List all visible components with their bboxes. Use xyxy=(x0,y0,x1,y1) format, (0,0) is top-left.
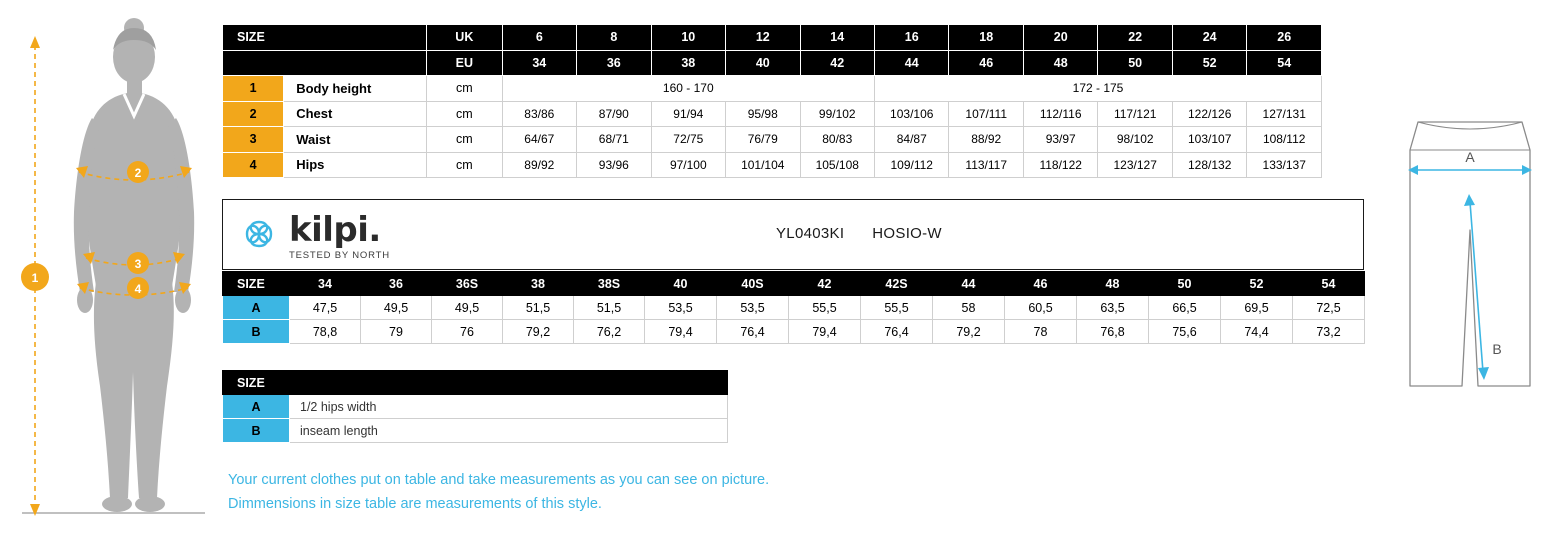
garment-size: 44 xyxy=(933,272,1005,296)
uk-size: 12 xyxy=(726,25,800,51)
garment-size: 36 xyxy=(361,272,432,296)
kilpi-knot-logo-icon xyxy=(237,212,281,261)
b-value: 76,4 xyxy=(861,320,933,344)
hips-value: 123/127 xyxy=(1098,152,1172,178)
legend-code-a: A xyxy=(223,395,290,419)
note-line: Dimmensions in size table are measurements of this style. xyxy=(228,496,602,512)
b-value: 78 xyxy=(1005,320,1077,344)
size-header: SIZE xyxy=(223,25,427,51)
table-row-body-height xyxy=(223,76,1322,102)
pants-label-a: A xyxy=(1465,149,1475,165)
pants-illustration xyxy=(1380,110,1560,400)
brand-product-band xyxy=(222,199,1364,270)
a-value: 49,5 xyxy=(361,296,432,320)
table-row-eu xyxy=(223,50,1322,76)
legend-text-b: inseam length xyxy=(290,419,728,443)
table-row-hips xyxy=(223,152,1322,178)
chest-value: 87/90 xyxy=(577,101,651,127)
hips-value: 105/108 xyxy=(800,152,874,178)
uk-size: 22 xyxy=(1098,25,1172,51)
b-value: 79,2 xyxy=(503,320,574,344)
garment-size: 40 xyxy=(645,272,717,296)
uk-size: 10 xyxy=(651,25,725,51)
body-measurements-table xyxy=(222,24,1322,178)
legend-header-row xyxy=(223,371,728,395)
eu-size: 46 xyxy=(949,50,1023,76)
uk-size: 14 xyxy=(800,25,874,51)
chest-value: 83/86 xyxy=(502,101,576,127)
eu-size: 54 xyxy=(1247,50,1322,76)
legend-header-blank xyxy=(290,371,728,395)
waist-value: 103/107 xyxy=(1172,127,1246,153)
row-number: 4 xyxy=(223,152,284,178)
waist-value: 80/83 xyxy=(800,127,874,153)
row-number: 3 xyxy=(223,127,284,153)
size-header: SIZE xyxy=(223,371,290,395)
eu-size: 40 xyxy=(726,50,800,76)
garment-size: 38 xyxy=(503,272,574,296)
eu-size: 50 xyxy=(1098,50,1172,76)
b-value: 79 xyxy=(361,320,432,344)
garment-size: 40S xyxy=(717,272,789,296)
eu-size: 42 xyxy=(800,50,874,76)
legend-code-b: B xyxy=(223,419,290,443)
b-value: 78,8 xyxy=(290,320,361,344)
waist-value: 72/75 xyxy=(651,127,725,153)
brand-name: kilpi. xyxy=(289,209,381,250)
b-value: 76,4 xyxy=(717,320,789,344)
eu-size: 38 xyxy=(651,50,725,76)
garment-size: 42S xyxy=(861,272,933,296)
legend-text-a: 1/2 hips width xyxy=(290,395,728,419)
chest-value: 127/131 xyxy=(1247,101,1322,127)
row-unit: cm xyxy=(427,127,503,153)
product-code: YL0403KI xyxy=(776,225,845,242)
b-value: 79,4 xyxy=(789,320,861,344)
waist-value: 88/92 xyxy=(949,127,1023,153)
hips-value: 89/92 xyxy=(502,152,576,178)
uk-size: 24 xyxy=(1172,25,1246,51)
eu-size: 52 xyxy=(1172,50,1246,76)
brand-tagline: TESTED BY NORTH xyxy=(289,249,390,261)
table-row-a xyxy=(223,296,1365,320)
a-value: 51,5 xyxy=(574,296,645,320)
hips-value: 113/117 xyxy=(949,152,1023,178)
uk-size: 16 xyxy=(875,25,949,51)
hips-value: 128/132 xyxy=(1172,152,1246,178)
hips-value: 93/96 xyxy=(577,152,651,178)
hips-value: 101/104 xyxy=(726,152,800,178)
waist-value: 64/67 xyxy=(502,127,576,153)
table-row-sizes xyxy=(223,272,1365,296)
chest-value: 112/116 xyxy=(1023,101,1097,127)
garment-size: 48 xyxy=(1077,272,1149,296)
legend-row-a xyxy=(223,395,728,419)
chest-value: 117/121 xyxy=(1098,101,1172,127)
hips-value: 118/122 xyxy=(1023,152,1097,178)
row-label: Chest xyxy=(284,101,427,127)
eu-size: 48 xyxy=(1023,50,1097,76)
b-value: 79,2 xyxy=(933,320,1005,344)
b-value: 76,2 xyxy=(574,320,645,344)
a-value: 63,5 xyxy=(1077,296,1149,320)
uk-size: 6 xyxy=(502,25,576,51)
measure-code-b: B xyxy=(223,320,290,344)
a-value: 51,5 xyxy=(503,296,574,320)
a-value: 66,5 xyxy=(1149,296,1221,320)
garment-measurements-table xyxy=(222,271,1365,344)
eu-size: 44 xyxy=(875,50,949,76)
row-number: 2 xyxy=(223,101,284,127)
body-figure-illustration xyxy=(0,0,222,541)
row-unit: cm xyxy=(427,76,503,102)
svg-text:2: 2 xyxy=(134,166,142,180)
chest-value: 107/111 xyxy=(949,101,1023,127)
a-value: 55,5 xyxy=(789,296,861,320)
hips-value: 133/137 xyxy=(1247,152,1322,178)
row-unit: cm xyxy=(427,152,503,178)
pants-label-b: B xyxy=(1492,341,1502,357)
a-value: 69,5 xyxy=(1221,296,1293,320)
garment-size: 38S xyxy=(574,272,645,296)
notes-block xyxy=(228,468,769,516)
size-header: SIZE xyxy=(223,272,290,296)
b-value: 73,2 xyxy=(1293,320,1365,344)
garment-size: 42 xyxy=(789,272,861,296)
table-row-uk xyxy=(223,25,1322,51)
garment-size: 50 xyxy=(1149,272,1221,296)
waist-value: 98/102 xyxy=(1098,127,1172,153)
waist-value: 108/112 xyxy=(1247,127,1322,153)
spacer-cell xyxy=(223,50,427,76)
product-name: HOSIO-W xyxy=(872,225,942,242)
waist-value: 84/87 xyxy=(875,127,949,153)
garment-size: 54 xyxy=(1293,272,1365,296)
row-number: 1 xyxy=(223,76,284,102)
table-row-b xyxy=(223,320,1365,344)
hips-value: 109/112 xyxy=(875,152,949,178)
row-label: Waist xyxy=(284,127,427,153)
a-value: 49,5 xyxy=(432,296,503,320)
uk-label: UK xyxy=(427,25,503,51)
garment-size: 34 xyxy=(290,272,361,296)
note-line: Your current clothes put on table and take measurements as you can see on picture. xyxy=(228,472,770,488)
a-value: 72,5 xyxy=(1293,296,1365,320)
body-height-range-low: 160 - 170 xyxy=(502,76,874,102)
a-value: 53,5 xyxy=(717,296,789,320)
a-value: 53,5 xyxy=(645,296,717,320)
row-label: Body height xyxy=(284,76,427,102)
chest-value: 91/94 xyxy=(651,101,725,127)
b-value: 74,4 xyxy=(1221,320,1293,344)
hips-value: 97/100 xyxy=(651,152,725,178)
chest-value: 122/126 xyxy=(1172,101,1246,127)
product-info xyxy=(776,225,942,242)
waist-value: 76/79 xyxy=(726,127,800,153)
b-value: 75,6 xyxy=(1149,320,1221,344)
legend-table xyxy=(222,370,728,443)
a-value: 47,5 xyxy=(290,296,361,320)
brand-logo xyxy=(237,209,390,261)
svg-text:1: 1 xyxy=(31,271,39,285)
eu-size: 34 xyxy=(502,50,576,76)
b-value: 76 xyxy=(432,320,503,344)
garment-size: 52 xyxy=(1221,272,1293,296)
waist-value: 68/71 xyxy=(577,127,651,153)
uk-size: 18 xyxy=(949,25,1023,51)
row-label: Hips xyxy=(284,152,427,178)
eu-label: EU xyxy=(427,50,503,76)
a-value: 55,5 xyxy=(861,296,933,320)
chest-value: 95/98 xyxy=(726,101,800,127)
legend-row-b xyxy=(223,419,728,443)
garment-size: 36S xyxy=(432,272,503,296)
row-unit: cm xyxy=(427,101,503,127)
waist-value: 93/97 xyxy=(1023,127,1097,153)
table-row-chest xyxy=(223,101,1322,127)
b-value: 76,8 xyxy=(1077,320,1149,344)
eu-size: 36 xyxy=(577,50,651,76)
uk-size: 20 xyxy=(1023,25,1097,51)
measure-code-a: A xyxy=(223,296,290,320)
table-row-waist xyxy=(223,127,1322,153)
a-value: 60,5 xyxy=(1005,296,1077,320)
a-value: 58 xyxy=(933,296,1005,320)
svg-text:4: 4 xyxy=(134,282,142,296)
svg-text:3: 3 xyxy=(134,257,142,271)
chest-value: 99/102 xyxy=(800,101,874,127)
uk-size: 26 xyxy=(1247,25,1322,51)
chest-value: 103/106 xyxy=(875,101,949,127)
b-value: 79,4 xyxy=(645,320,717,344)
body-height-range-high: 172 - 175 xyxy=(875,76,1322,102)
uk-size: 8 xyxy=(577,25,651,51)
garment-size: 46 xyxy=(1005,272,1077,296)
